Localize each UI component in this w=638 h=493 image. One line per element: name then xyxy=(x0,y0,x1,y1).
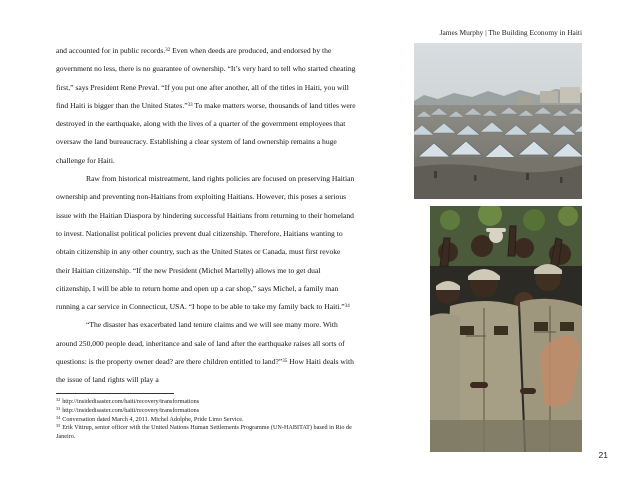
footnote-text: http://insidedisaster.com/haiti/recovery/transformations xyxy=(62,398,200,405)
running-header: James Murphy | The Building Economy in Haiti xyxy=(439,28,582,37)
paragraph-2 xyxy=(56,170,356,316)
paragraph-3-text: “The disaster has exacerbated land tenure claims and we will see many more. With around 250,000 people dead, inheritance and sale of land after the earthquake raises all sorts of questions: is the property owner dead? are there children entitled to land?” xyxy=(56,320,345,367)
footnote-text: Conversation dated March 4, 2011. Michel Adolphe, Pride Limo Service. xyxy=(62,415,244,423)
footnote-text: http://insidedisaster.com/haiti/recovery/transformations xyxy=(62,406,200,414)
footnote-item xyxy=(56,407,361,416)
footnote-ref-33: 33 xyxy=(187,102,193,108)
footnote-item xyxy=(56,424,361,442)
footnotes xyxy=(56,398,361,442)
paragraph-1-text-end: To make matters worse, thousands of land titles were destroyed in the earthquake, along with the lives of a quarter of the government employees that oversaw the land bureaucracy. Establishing a clear system of land ownership remains a huge challenge for Haiti. xyxy=(56,100,356,165)
paragraph-1 xyxy=(56,42,356,170)
footnote-number: 33 xyxy=(56,405,61,411)
paragraph-3 xyxy=(56,316,356,389)
paragraph-1-text: and accounted for in public records. xyxy=(56,46,166,55)
paragraph-3-text-end: How Haiti deals with the issue of land rights will play a xyxy=(56,357,354,385)
paragraph-1-text-cont: Even when deeds are produced, and endorsed by the government no less, there is no guarantee of ownership. “It’s very hard to tell who started cheating first,” says President Rene Preval. “If you put one after another, all of the titles in Haiti, you will find Haiti is bigger than the United States.” xyxy=(56,46,356,110)
footnote-ref-32: 32 xyxy=(165,48,171,53)
footnote-item xyxy=(56,398,361,407)
footnote-number: 32 xyxy=(56,397,61,402)
crowd-photo xyxy=(430,206,582,452)
footnote-number: 35 xyxy=(56,423,61,429)
footnote-ref-34: 34 xyxy=(344,304,350,310)
paragraph-2-text: Raw from historical mistreatment, land rights policies are focused on preserving Haitian ownership and preventing non-Haitians from exploiting Haitians. However, this poses a serious issue with the Haitian Diaspora by hindering successful Haitians from returning to their homeland to invest. Nationalist political policies prevent dual citizenship. Therefore, Haitians wanting to obtain citizenship in any other country, such as the United States or Canada, must first revoke their Haitian citizenship. “If the new President (Michel Martelly) allows me to get dual citizenship, I will be able to return home and open up a car shop,” says Michel, a family man running a car service in Connecticut, USA. “I hope to be able to take my family back to Haiti.” xyxy=(56,174,355,312)
tent-camp-photo xyxy=(414,43,582,199)
footnote-text: Erik Vittrup, senior officer with the United Nations Human Settlements Programme (UN-HABITAT) based in Rio de Janeiro. xyxy=(56,424,352,441)
page-number: 21 xyxy=(598,450,608,460)
footnote-ref-35: 35 xyxy=(282,359,288,365)
body-text xyxy=(56,42,356,390)
footnote-number: 34 xyxy=(56,414,61,420)
footnote-divider xyxy=(56,393,174,394)
